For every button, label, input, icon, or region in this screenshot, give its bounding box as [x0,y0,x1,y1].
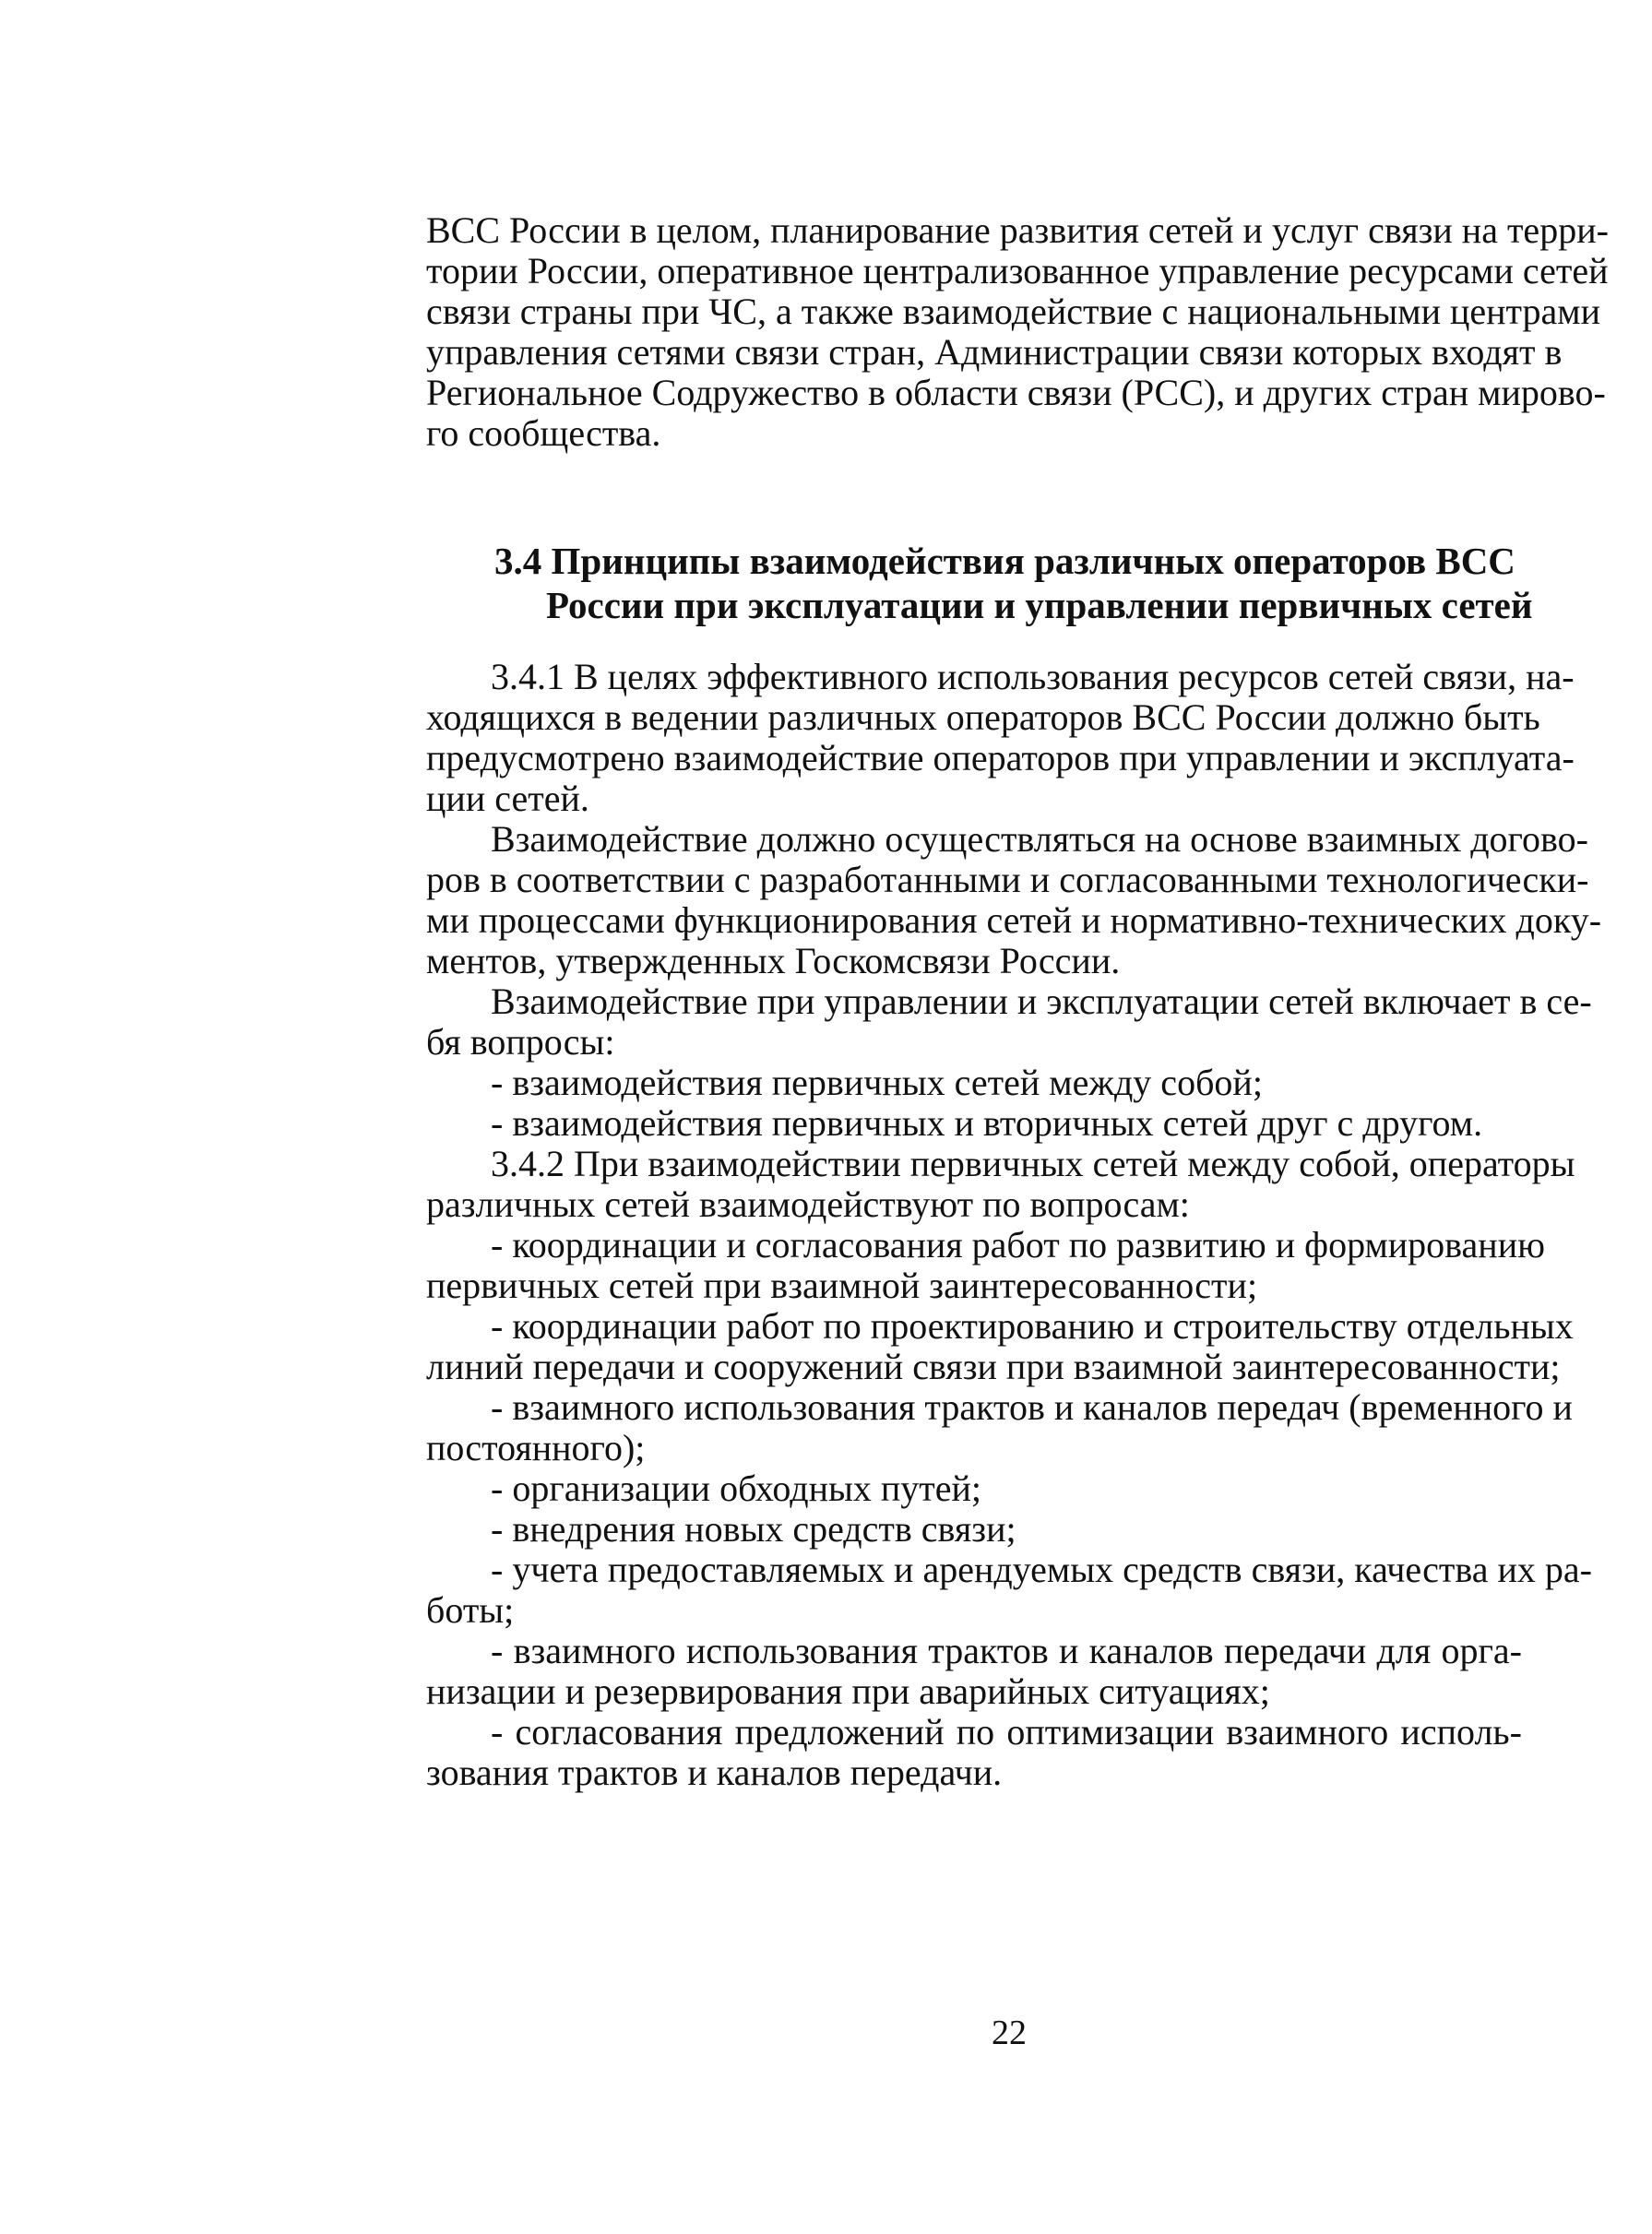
body-line: - внедрения новых средств связи; [491,1508,1016,1550]
body-line: - координации работ по проектированию и строительству отдельных [491,1305,1574,1347]
body-line: ции сетей. [426,778,589,819]
body-line: ментов, утвержденных Госкомсвязи России. [426,940,1121,981]
intro-line: тории России, оперативное централизованное управление ресурсами сетей [426,250,1609,291]
body-line: - взаимного использования трактов и каналов передач (временного и [491,1386,1573,1428]
body-line: низации и резервирования при аварийных ситуациях; [426,1670,1270,1712]
body-line: ходящихся в ведении различных операторов ВСС России должно быть [426,696,1540,738]
body-line: - координации и согласования работ по развитию и формированию [491,1224,1545,1266]
body-line: бя вопросы: [426,1021,615,1063]
intro-line: связи страны при ЧС, а также взаимодействие с национальными центрами [426,291,1600,332]
body-line: постоянного); [426,1427,646,1468]
body-line: Взаимодействие должно осуществляться на основе взаимных догово- [491,818,1588,860]
body-line: ров в соответствии с разработанными и согласованными технологически- [426,859,1589,900]
body-line: 3.4.2 При взаимодействии первичных сетей между собой, операторы [491,1143,1575,1184]
body-line: - учета предоставляемых и арендуемых средств связи, качества их ра- [491,1549,1592,1590]
body-line: различных сетей взаимодействуют по вопросам: [426,1183,1190,1225]
section-title-line-2: России при эксплуатации и управлении первичных сетей [546,584,1533,626]
body-line: - взаимодействия первичных сетей между собой; [491,1062,1263,1103]
body-line: ми процессами функционирования сетей и нормативно-технических доку- [426,899,1602,941]
page-number: 22 [992,2014,1027,2052]
body-line: боты; [426,1589,515,1631]
body-line: линий передачи и сооружений связи при взаимной заинтересованности; [426,1346,1561,1387]
body-line: предусмотрено взаимодействие операторов при управлении и эксплуата- [426,737,1575,778]
body-line: Взаимодействие при управлении и эксплуатации сетей включает в се- [491,980,1592,1022]
intro-line: го сообщества. [426,412,661,454]
body-line: - организации обходных путей; [491,1468,982,1509]
body-line: - согласования предложений по оптимизации взаимного исполь- [491,1711,1522,1753]
body-line: зования трактов и каналов передачи. [426,1752,1003,1793]
section-body [426,656,1602,1793]
body-line: первичных сетей при взаимной заинтересованности; [426,1265,1258,1306]
body-line: - взаимодействия первичных и вторичных сетей друг с другом. [491,1102,1483,1144]
intro-line: Региональное Содружество в области связи (РСС), и других стран мирово- [426,372,1606,413]
intro-line: ВСС России в целом, планирование развития сетей и услуг связи на терри- [426,209,1609,251]
intro-line: управления сетями связи стран, Администрации связи которых входят в [426,331,1563,373]
section-title-line-1: 3.4 Принципы взаимодействия различных операторов ВСС [494,540,1515,582]
body-line: 3.4.1 В целях эффективного использования ресурсов сетей связи, на- [491,656,1575,697]
intro-paragraph [426,209,1609,454]
body-line: - взаимного использования трактов и каналов передачи для орга- [491,1630,1522,1671]
